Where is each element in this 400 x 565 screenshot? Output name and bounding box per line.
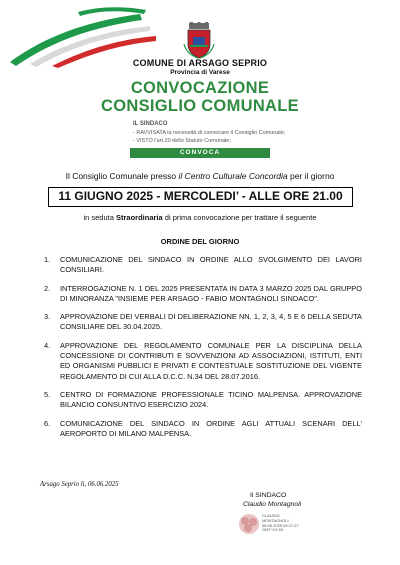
agenda-item-number: 1. <box>44 255 51 264</box>
provincia-name: Provincia di Varese <box>170 69 230 76</box>
agenda-item-text: COMUNICAZIONE DEL SINDACO IN ORDINE ALLO SVOLGIMENTO DEI LAVORI CONSILIARI. <box>60 255 362 275</box>
agenda-item-text: APPROVAZIONE DEI VERBALI DI DELIBERAZIONE NN. 1, 2, 3, 4, 5 E 6 DELLA SEDUTA CONSILIARE DEL 30.04.2025. <box>60 312 362 332</box>
digital-signature-seal-icon <box>236 512 262 536</box>
stamp-line: MONTAGNOLI <box>262 517 289 523</box>
municipal-crest-icon <box>180 22 218 60</box>
agenda-item-number: 6. <box>44 418 51 428</box>
agenda-item-text: INTERROGAZIONE N. 1 DEL 2025 PRESENTATA IN DATA 3 MARZO 2025 DAL GRUPPO DI MINORANZA "INSIEME PER ARSAGO - FABIO MONTAGNOLI SINDACO". <box>60 283 362 303</box>
stamp-line: CLAUDIO <box>262 513 280 518</box>
agenda-item <box>44 284 362 305</box>
agenda-item <box>44 390 362 411</box>
document-title-line1: CONVOCAZIONE <box>130 79 270 97</box>
seduta-text-end: di prima convocazione per trattare il seguente <box>162 213 317 222</box>
stamp-line: GMT+01:00 <box>262 527 284 533</box>
sindaco-heading: IL SINDACO <box>133 121 168 127</box>
agenda-item <box>44 312 362 333</box>
intro-text-end: per il giorno <box>287 171 335 181</box>
agenda-item <box>44 255 362 276</box>
agenda-item-number: 5. <box>44 389 51 399</box>
stamp-line: 06.06.2025 09:17:27 <box>262 522 299 528</box>
meeting-date-box: 11 GIUGNO 2025 - MERCOLEDI’ - ALLE ORE 21.00 <box>48 187 353 207</box>
agenda-item <box>44 419 362 440</box>
seduta-text: in seduta <box>83 213 116 222</box>
agenda-list <box>44 255 362 439</box>
agenda-item-text: COMUNICAZIONE DEL SINDACO IN ORDINE AGLI ATTUALI SCENARI DELL' AEROPORTO DI MILANO MALPENSA. <box>60 418 362 438</box>
seduta-line <box>0 213 400 222</box>
premessa-line: - RAVVISATA la necessità di convocare il Consiglio Comunale; <box>133 130 286 136</box>
agenda-item <box>44 341 362 382</box>
agenda-item-number: 2. <box>44 283 51 293</box>
intro-place: il Centro Culturale Concordia <box>178 171 288 181</box>
agenda-item-text: CENTRO DI FORMAZIONE PROFESSIONALE TICINO MALPENSA. APPROVAZIONE BILANCIO CONSUNTIVO ESERCIZIO 2024. <box>60 389 362 410</box>
document-title-line2: CONSIGLIO COMUNALE <box>101 97 299 115</box>
digital-signature-text <box>262 514 299 533</box>
agenda-item-number: 3. <box>44 312 51 322</box>
convoca-banner: CONVOCA <box>130 148 270 158</box>
signatory-name: Claudio Montagnoli <box>243 501 302 508</box>
place-and-date: Arsago Seprio li, 06.06.2025 <box>40 481 119 488</box>
ordine-del-giorno-title: ORDINE DEL GIORNO <box>160 237 240 246</box>
seduta-type: Straordinaria <box>116 213 163 222</box>
agenda-item-number: 4. <box>44 340 51 350</box>
comune-name: COMUNE DI ARSAGO SEPRIO <box>132 58 268 68</box>
premessa-line: - VISTO l'art.20 dello Statuto Comunale; <box>133 138 231 144</box>
signatory-role: Il SINDACO <box>250 492 287 499</box>
intro-line <box>0 171 400 181</box>
agenda-item-text: APPROVAZIONE DEL REGOLAMENTO COMUNALE PER LA DISCIPLINA DELLA CONCESSIONE DI CONTRIBUTI E SOVVENZIONI AD ASSOCIAZIONI, ISTITUTI, ENTI ED ORGANISMI PUBBLICI E PRIVATI E CONTESTUALE SOSTITUZIONE DEL VIGENTE REGOLAMENTO DI CUI ALLA D.C.C. N.34 DEL 28.07.2016. <box>60 340 362 381</box>
intro-text: Il Consiglio Comunale presso <box>65 171 179 181</box>
